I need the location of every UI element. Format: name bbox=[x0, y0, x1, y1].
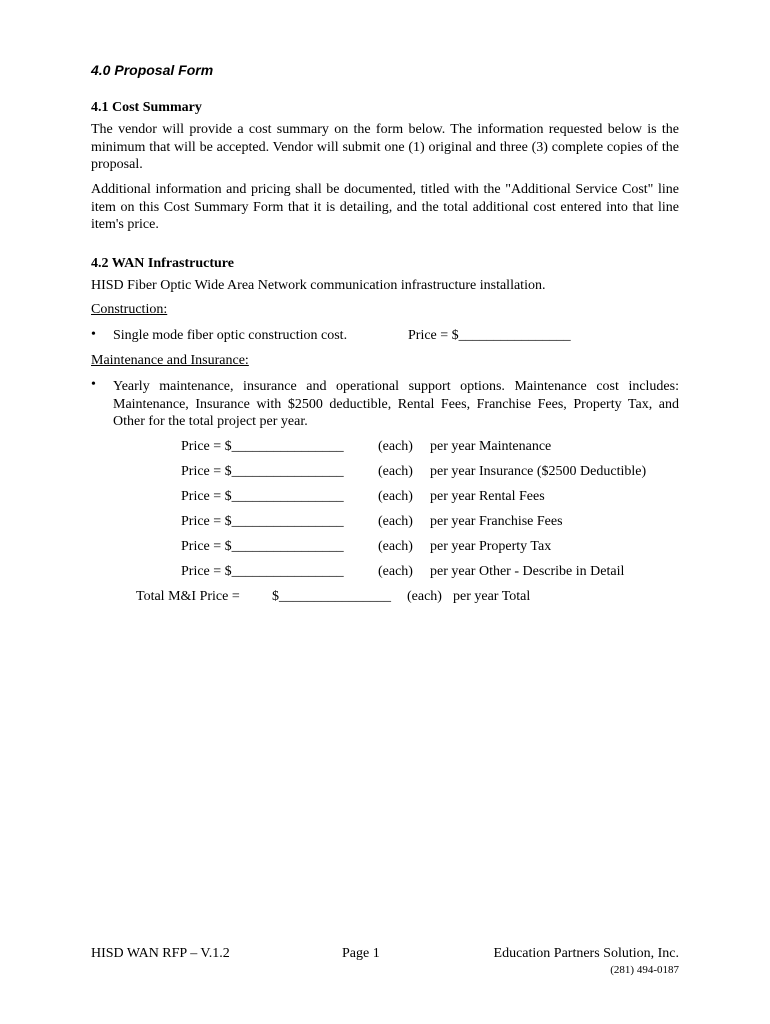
price-description: per year Property Tax bbox=[430, 539, 552, 554]
maintenance-item: Yearly maintenance, insurance and operational support options. Maintenance cost includes: Maintenance, Insurance with $2500 deductible, Rental Fees, Franchise Fees, Property Tax, and Other for the total project per year. bbox=[113, 379, 679, 429]
price-field[interactable]: Price = $________________ bbox=[181, 439, 344, 454]
construction-label: Construction: bbox=[91, 302, 168, 317]
footer-left: HISD WAN RFP – V.1.2 bbox=[91, 946, 230, 961]
price-row bbox=[0, 539, 770, 559]
construction-item: Single mode fiber optic construction cost. bbox=[113, 328, 348, 343]
price-description: per year Franchise Fees bbox=[430, 514, 563, 529]
cost-summary-heading: 4.1 Cost Summary bbox=[91, 100, 202, 115]
wan-heading: 4.2 WAN Infrastructure bbox=[91, 256, 234, 271]
maintenance-label: Maintenance and Insurance: bbox=[91, 353, 249, 368]
price-row bbox=[0, 464, 770, 484]
price-description: per year Rental Fees bbox=[430, 489, 545, 504]
price-field[interactable]: Price = $________________ bbox=[181, 564, 344, 579]
bullet-icon: • bbox=[91, 377, 96, 392]
footer-company: Education Partners Solution, Inc. bbox=[493, 946, 679, 961]
price-field[interactable]: Price = $________________ bbox=[181, 464, 344, 479]
price-field[interactable]: Price = $________________ bbox=[181, 539, 344, 554]
price-row bbox=[0, 439, 770, 459]
price-each: (each) bbox=[378, 489, 413, 504]
price-row bbox=[0, 564, 770, 584]
price-description: per year Insurance ($2500 Deductible) bbox=[430, 464, 647, 479]
price-each: (each) bbox=[378, 514, 413, 529]
footer-page: Page 1 bbox=[342, 946, 380, 961]
section-title: 4.0 Proposal Form bbox=[91, 62, 214, 78]
price-description: per year Other - Describe in Detail bbox=[430, 564, 625, 579]
total-price-field[interactable]: $________________ bbox=[272, 589, 391, 604]
price-row bbox=[0, 489, 770, 509]
bullet-icon: • bbox=[91, 327, 96, 342]
cost-summary-paragraph-2: Additional information and pricing shall be documented, titled with the "Additional Service Cost" line item on this Cost Summary Form that it is detailing, and the total additional cost entered into that line item's price. bbox=[91, 182, 679, 232]
price-each: (each) bbox=[378, 564, 413, 579]
total-row bbox=[0, 589, 770, 609]
price-description: per year Maintenance bbox=[430, 439, 552, 454]
price-field[interactable]: Price = $________________ bbox=[181, 489, 344, 504]
price-each: (each) bbox=[378, 539, 413, 554]
total-desc: per year Total bbox=[453, 589, 531, 604]
total-each: (each) bbox=[407, 589, 442, 604]
wan-intro: HISD Fiber Optic Wide Area Network communication infrastructure installation. bbox=[91, 278, 546, 293]
construction-price-field[interactable]: Price = $________________ bbox=[408, 328, 571, 343]
cost-summary-paragraph-1: The vendor will provide a cost summary on the form below. The information requested below is the minimum that will be accepted. Vendor will submit one (1) original and three (3) complete copies of the proposal. bbox=[91, 122, 679, 172]
total-label: Total M&I Price = bbox=[136, 589, 240, 604]
footer-phone: (281) 494-0187 bbox=[610, 964, 679, 976]
price-field[interactable]: Price = $________________ bbox=[181, 514, 344, 529]
price-each: (each) bbox=[378, 439, 413, 454]
price-row bbox=[0, 514, 770, 534]
price-each: (each) bbox=[378, 464, 413, 479]
